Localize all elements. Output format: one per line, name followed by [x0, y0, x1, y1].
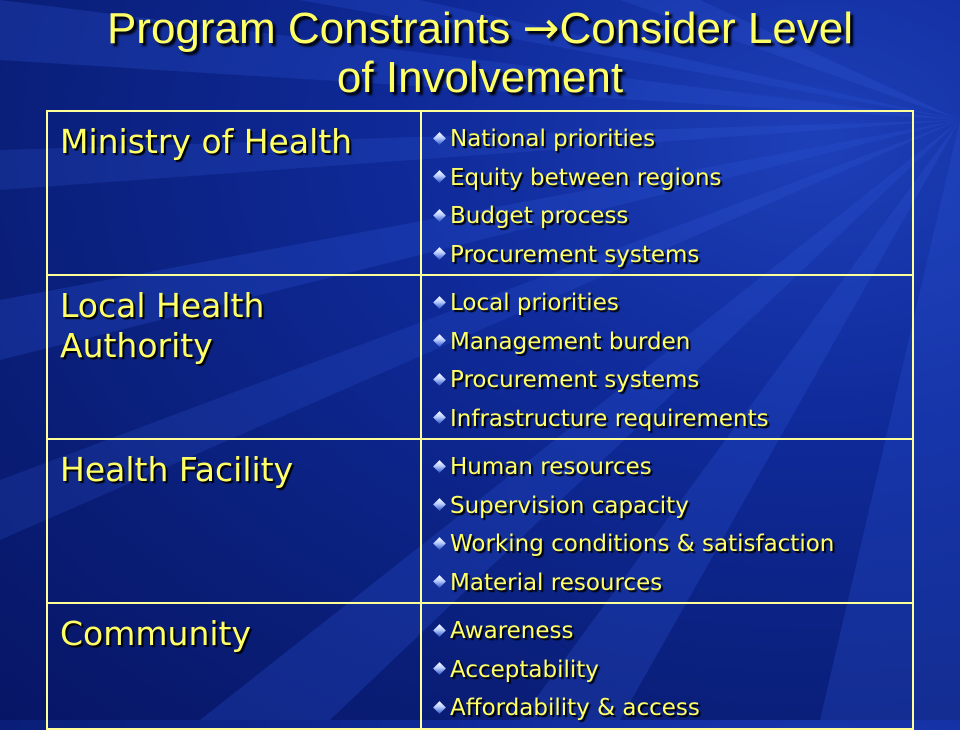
list-item: Human resources	[432, 448, 912, 487]
diamond-bullet-icon	[433, 575, 446, 588]
items-cell	[421, 603, 913, 729]
diamond-bullet-icon	[433, 537, 446, 550]
diamond-bullet-icon	[433, 296, 446, 309]
title-part2: Consider Level	[559, 4, 854, 53]
involvement-table	[46, 110, 914, 730]
diamond-bullet-icon	[433, 624, 446, 637]
constraint-list	[432, 612, 912, 728]
items-cell	[421, 439, 913, 603]
list-item: Awareness	[432, 612, 912, 651]
list-item: Budget process	[432, 197, 912, 236]
diamond-bullet-icon	[433, 662, 446, 675]
constraint-list	[432, 284, 912, 438]
list-item: Equity between regions	[432, 159, 912, 198]
diamond-bullet-icon	[433, 334, 446, 347]
list-item: Infrastructure requirements	[432, 400, 912, 439]
title-line2: of Involvement	[336, 53, 624, 102]
list-item: Local priorities	[432, 284, 912, 323]
constraint-list	[432, 120, 912, 274]
diamond-bullet-icon	[433, 498, 446, 511]
level-cell: Community	[47, 603, 421, 729]
table-row	[47, 111, 913, 275]
list-item: Affordability & access	[432, 689, 912, 728]
list-item: Management burden	[432, 323, 912, 362]
level-cell: Health Facility	[47, 439, 421, 603]
level-cell: Local Health Authority	[47, 275, 421, 439]
diamond-bullet-icon	[433, 132, 446, 145]
list-item: Working conditions & satisfaction	[432, 525, 912, 564]
table-row	[47, 603, 913, 729]
constraint-list	[432, 448, 912, 602]
list-item: Procurement systems	[432, 236, 912, 275]
diamond-bullet-icon	[433, 209, 446, 222]
items-cell	[421, 275, 913, 439]
diamond-bullet-icon	[433, 247, 446, 260]
title-part1: Program Constraints	[106, 4, 523, 53]
diamond-bullet-icon	[433, 701, 446, 714]
diamond-bullet-icon	[433, 411, 446, 424]
diamond-bullet-icon	[433, 170, 446, 183]
diamond-bullet-icon	[433, 373, 446, 386]
right-arrow-icon: →	[522, 3, 560, 54]
list-item: Acceptability	[432, 651, 912, 690]
level-cell: Ministry of Health	[47, 111, 421, 275]
table-row	[47, 275, 913, 439]
slide-title	[0, 4, 960, 102]
diamond-bullet-icon	[433, 460, 446, 473]
list-item: Procurement systems	[432, 361, 912, 400]
items-cell	[421, 111, 913, 275]
list-item: Material resources	[432, 564, 912, 603]
table-row	[47, 439, 913, 603]
list-item: National priorities	[432, 120, 912, 159]
list-item: Supervision capacity	[432, 487, 912, 526]
